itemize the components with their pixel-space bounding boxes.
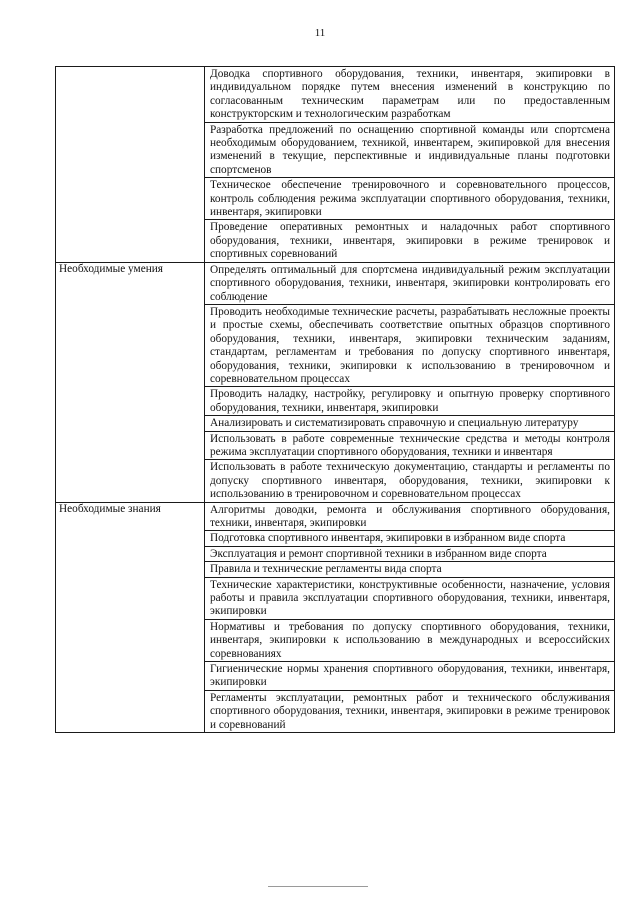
list-item: Проведение оперативных ремонтных и наладочных работ спортивного оборудования, техники, инвентаря, экипировки в режиме тренировок и спортивных соревнований: [205, 219, 614, 261]
table-row: [56, 67, 615, 263]
section-label-knowledge: Необходимые знания: [56, 502, 205, 733]
list-item: Технические характеристики, конструктивные особенности, назначение, условия работы и правила эксплуатации спортивного оборудования, техники, инвентаря, экипировки: [205, 577, 614, 619]
list-item: Анализировать и систематизировать справочную и специальную литературу: [205, 415, 614, 430]
list-item: Гигиенические нормы хранения спортивного оборудования, техники, инвентаря, экипировки: [205, 661, 614, 690]
list-item: Техническое обеспечение тренировочного и соревновательного процессов, контроль соблюдения режима эксплуатации спортивного оборудования, техники, инвентаря, экипировки: [205, 177, 614, 219]
section-items: [205, 262, 615, 502]
section-label: [56, 67, 205, 263]
list-item: Проводить необходимые технические расчеты, разрабатывать несложные проекты и простые схемы, обеспечивать соответствие опытных образцов спортивного оборудования, техники, инвентаря, экипировки техническим заданиям, стандартам, регламентам и требования по допуску спортивного инвентаря, оборудования, техники, экипировки к использованию в тренировочном и соревновательном процессах: [205, 304, 614, 386]
list-item: Эксплуатация и ремонт спортивной техники в избранном виде спорта: [205, 546, 614, 561]
section-items: [205, 67, 615, 263]
table-row: [56, 262, 615, 502]
scan-artifact-line: [268, 886, 368, 887]
list-item: Доводка спортивного оборудования, техники, инвентаря, экипировки в индивидуальном порядке путем внесения изменений в конструкцию по согласованным техническим параметрам или по предоставленным конструкторским и технологическим разработкам: [210, 68, 610, 121]
list-item: Использовать в работе техническую документацию, стандарты и регламенты по допуску спортивного инвентаря, оборудования, техники, экипировки к использованию в тренировочном и соревновательном процессах: [205, 459, 614, 501]
page-number: 11: [314, 27, 326, 39]
section-label-skills: Необходимые умения: [56, 262, 205, 502]
section-items: [205, 502, 615, 733]
list-item: Подготовка спортивного инвентаря, экипировки в избранном виде спорта: [205, 530, 614, 545]
list-item: Разработка предложений по оснащению спортивной команды или спортсмена необходимым оборудованием, техникой, инвентарем, экипировкой для внесения изменений в текущие, перспективные и индивидуальные планы подготовки спортсменов: [205, 122, 614, 178]
list-item: Нормативы и требования по допуску спортивного оборудования, техники, инвентаря, экипировки к использованию в международных и всероссийских соревнованиях: [205, 619, 614, 661]
list-item: Правила и технические регламенты вида спорта: [205, 561, 614, 576]
competency-table: [55, 66, 615, 733]
list-item: Регламенты эксплуатации, ремонтных работ и технического обслуживания спортивного оборудования, техники, инвентаря, экипировки в режиме тренировок и соревнований: [205, 690, 614, 732]
list-item: Проводить наладку, настройку, регулировку и опытную проверку спортивного оборудования, техники, инвентаря, экипировки: [205, 386, 614, 415]
list-item: Определять оптимальный для спортсмена индивидуальный режим эксплуатации спортивного оборудования, техники, инвентаря, экипировки контролировать его соблюдение: [210, 263, 610, 303]
table-row: [56, 502, 615, 733]
list-item: Использовать в работе современные технические средства и методы контроля режима эксплуатации спортивного оборудования, техники и инвентаря: [205, 431, 614, 460]
list-item: Алгоритмы доводки, ремонта и обслуживания спортивного оборудования, техники, инвентаря, экипировки: [210, 503, 610, 529]
